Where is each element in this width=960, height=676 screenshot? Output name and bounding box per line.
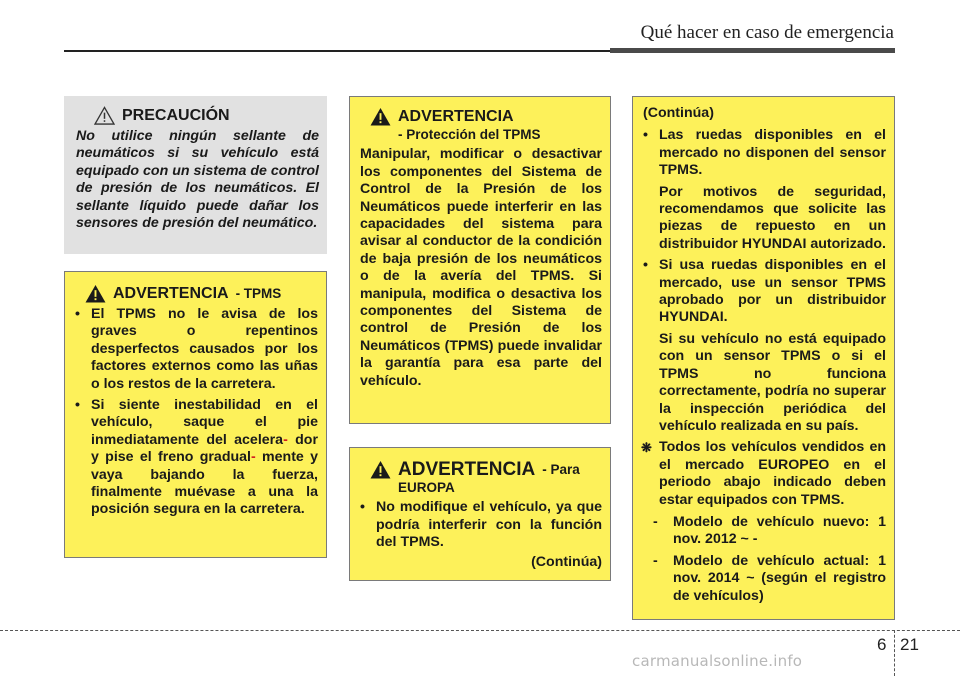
warning-outline-icon <box>94 106 115 125</box>
warning-tpms-bullet: • El TPMS no le avisa de los graves o repentinos desperfectos causados por los factores externos como las uñas o los restos de la carretera. <box>75 306 318 393</box>
warning-tpms-title-row <box>75 284 318 303</box>
caution-box <box>64 96 327 254</box>
page-header-title: Qué hacer en caso de emergencia <box>640 22 894 43</box>
hyphen-mark: - <box>283 431 288 448</box>
header-rule-accent <box>610 48 895 53</box>
warning-europe-subtitle-2: EUROPA <box>398 480 455 495</box>
footer-rule <box>0 630 960 631</box>
warning-protection-box <box>349 96 611 424</box>
warning-protection-title-row <box>360 107 602 126</box>
continued-star-note: ❋ Todos los vehículos vendidos en el mercado EUROPEO en el periodo abajo indicado deben estar equipados con TPMS. <box>643 439 886 509</box>
warning-protection-subtitle: - Protección del TPMS <box>398 127 541 142</box>
watermark: carmanualsonline.info <box>632 652 803 670</box>
continue-label: (Continúa) <box>531 553 602 570</box>
caution-text: No utilice ningún sellante de neumáticos si su vehículo está equipado con un sistema de control de presión de los neumáticos. El sellante líquido puede dañar los sensores de presión del neumático. <box>76 128 319 232</box>
bullet-text-part: Si siente inestabilidad en el vehículo, saque el pie inmediatamente del acelera <box>91 397 318 448</box>
caution-title: PRECAUCIÓN <box>122 106 230 124</box>
continued-heading: (Continúa) <box>643 105 714 121</box>
bullet-text-part: dor y pise el freno gradual <box>91 431 318 466</box>
warning-protection-title: ADVERTENCIA <box>398 107 514 125</box>
warning-tpms-title: ADVERTENCIA <box>113 284 229 302</box>
continued-paragraph: Si su vehículo no está equipado con un sensor TPMS o si el TPMS no funciona correctamente, podría no superar la inspección periódica del vehículo realizada en su país. <box>659 330 886 434</box>
dash-text: Modelo de vehículo nuevo: 1 nov. 2012 ~ - <box>673 513 886 548</box>
header-rule <box>64 50 610 52</box>
hyphen-mark: - <box>251 449 256 466</box>
dash-mark: - <box>653 552 658 569</box>
warning-europe-title: ADVERTENCIA <box>398 458 536 480</box>
bullet-text-part: mente y vaya bajando la fuerza, finalmente muévase a una la posición segura en la carretera. <box>91 449 318 518</box>
continued-dash-item <box>643 553 886 605</box>
warning-europe-title-row <box>360 460 602 479</box>
continued-paragraph: Por motivos de seguridad, recomendamos que solicite las piezas de repuesto en un distribuidor HYUNDAI autorizado. <box>659 183 886 252</box>
dash-text: Modelo de vehículo actual: 1 nov. 2014 ~ (según el registro de vehículos) <box>673 552 886 604</box>
warning-tpms-box <box>64 271 327 558</box>
footer-divider <box>894 630 895 676</box>
continued-box <box>632 96 895 620</box>
continued-bullet: • Si usa ruedas disponibles en el mercado, use un sensor TPMS aprobado por un distribuidor HYUNDAI. <box>643 257 886 327</box>
dash-mark: - <box>653 513 658 530</box>
caution-title-row <box>76 106 319 125</box>
warning-tpms-bullet <box>75 397 318 519</box>
continued-bullet: • Las ruedas disponibles en el mercado no disponen del sensor TPMS. <box>643 127 886 179</box>
warning-europe-subtitle: - Para <box>542 461 580 477</box>
warning-icon <box>370 107 391 126</box>
warning-protection-text: Manipular, modificar o desactivar los componentes del Sistema de Control de la Presión de los Neumáticos puede interferir en las capacidades del sistema para avisar al conductor de la condición de baja presión de los neumáticos o de la avería del TPMS. Si manipula, modifica o desactiva los componentes del Sistema de control de Presión de los Neumáticos (TPMS) puede invalidar la garantía para esa parte del vehículo. <box>360 146 602 389</box>
continued-dash-item <box>643 514 886 549</box>
warning-europe-bullet: • No modifique el vehículo, ya que podría interferir con la función del TPMS. <box>360 499 602 551</box>
warning-europe-box <box>349 447 611 581</box>
warning-icon <box>370 460 391 479</box>
chapter-number: 6 <box>877 635 887 654</box>
warning-icon <box>85 284 106 303</box>
page-number: 21 <box>900 635 919 654</box>
warning-tpms-subtitle: - TPMS <box>235 285 282 301</box>
